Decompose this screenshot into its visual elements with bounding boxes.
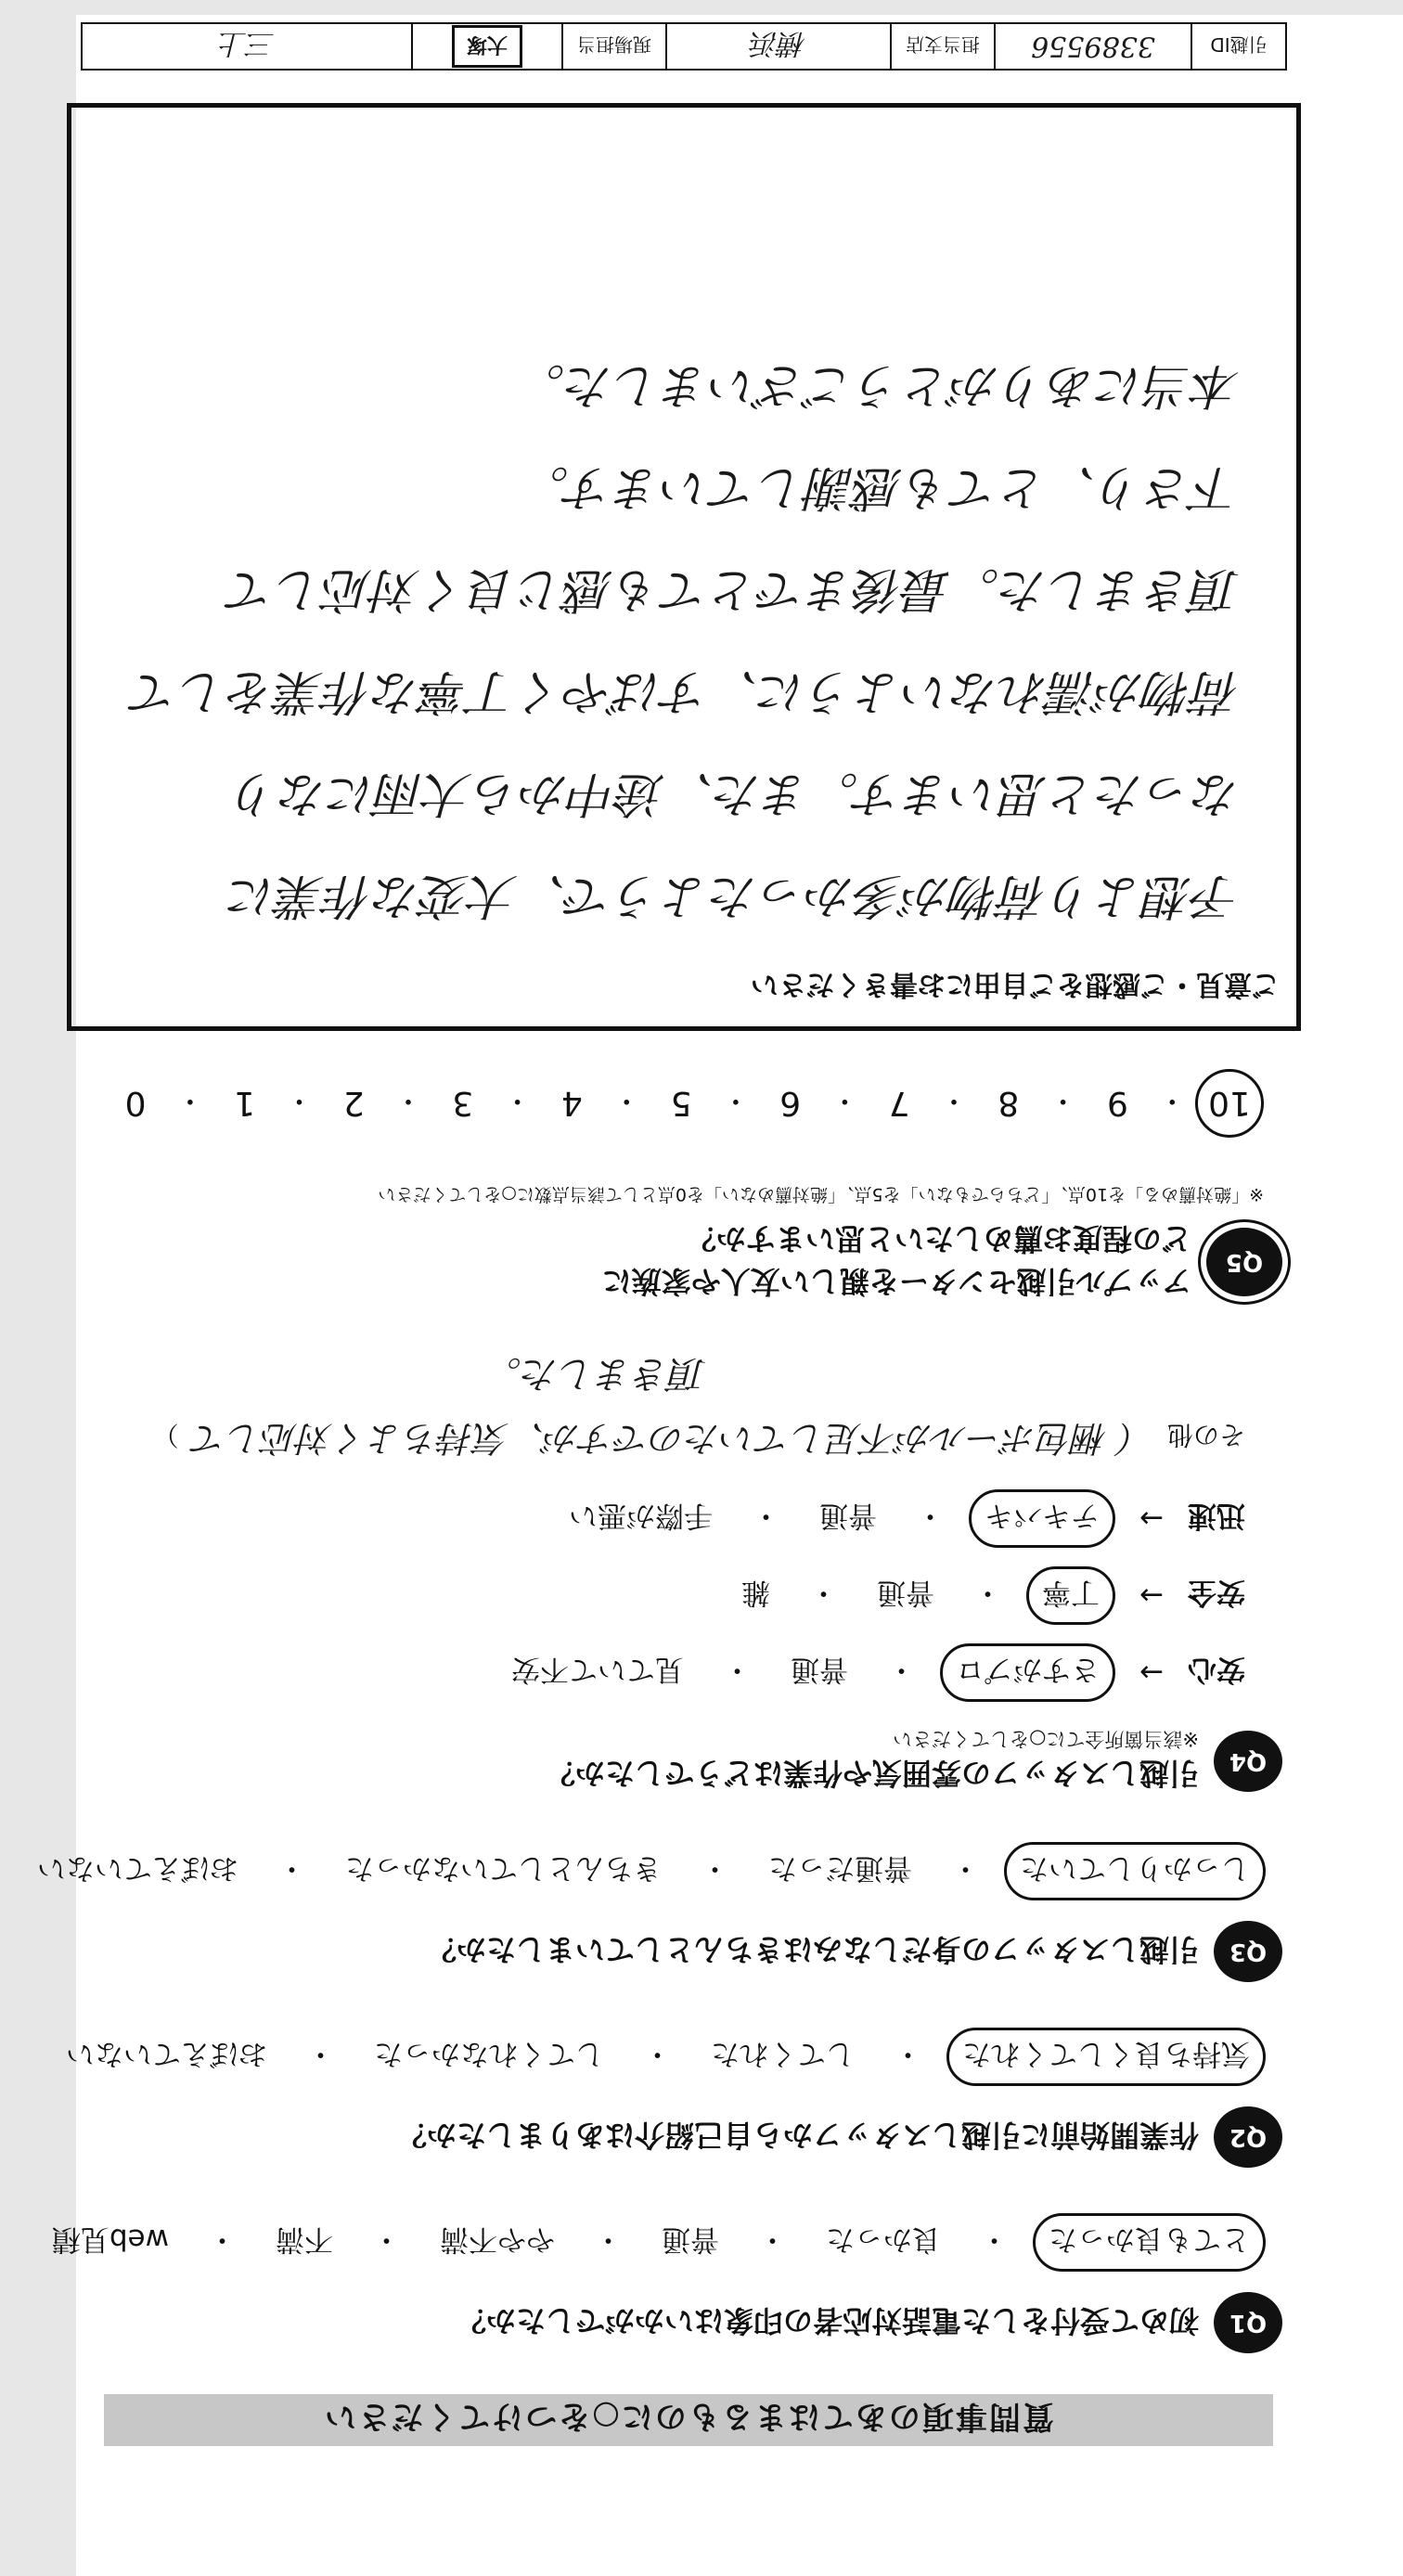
staff-stamp: 大塚 (452, 25, 522, 68)
scale-0[interactable]: 0 (124, 1084, 147, 1123)
q5-block (378, 1183, 1282, 1305)
q4-row-label: 安心 (1188, 1653, 1245, 1686)
q1-options: とても良かった ・ 良かった ・ 普通 ・ やや不満 ・ 不満 ・ web見積 (37, 2213, 1266, 2272)
comment-line: なったと思います。また、途中から大雨になり (231, 766, 1241, 821)
q4-row-label: 安全 (1188, 1576, 1245, 1609)
scale-4[interactable]: 4 (560, 1084, 583, 1123)
q4-option-anxious[interactable]: 見ていて不安 (511, 1653, 685, 1686)
q5-badge: Q5 (1206, 1228, 1282, 1296)
scale-dot: ・ (1158, 1084, 1187, 1116)
move-id-label: 引越ID (1191, 24, 1285, 69)
branch-label: 担当支店 (890, 24, 994, 69)
q1-option-very-good[interactable]: とても良かった (1033, 2213, 1266, 2272)
move-id-value: 3389556 (994, 24, 1191, 69)
scale-dot: ・ (394, 1084, 423, 1116)
comments-box[interactable] (67, 103, 1301, 1031)
scale-dot: ・ (503, 1084, 532, 1116)
q4-block (153, 1350, 1282, 1797)
q1-option-slightly-unsatisfied[interactable]: やや不満 (440, 2222, 555, 2256)
instruction-text: 質問事項のあてはまるものに○をつけてください (323, 2398, 1054, 2436)
q4-option-clumsy[interactable]: 手際が悪い (569, 1499, 714, 1532)
footer-table (81, 22, 1287, 71)
q2-option-did-not[interactable]: してくれなかった (374, 2037, 604, 2070)
comment-line: 予想より荷物が多かったようで、大変な作業に (228, 868, 1241, 923)
q4-other-close: ） (152, 1420, 179, 1450)
q2-options: 気持ち良くしてくれた ・ してくれた ・ してくれなかった ・ おぼえていない (51, 2028, 1266, 2086)
q1-block (37, 2213, 1282, 2353)
q4-option-normal[interactable]: 普通 (791, 1653, 849, 1686)
q2-option-did[interactable]: してくれた (711, 2037, 855, 2070)
q3-block (22, 1842, 1282, 1982)
q3-options: しっかりしていた ・ 普通だった ・ きちんとしていなかった ・ おぼえていない (22, 1842, 1266, 1900)
q3-option-normal[interactable]: 普通だった (768, 1851, 912, 1885)
q4-other-handwriting-2: 頂きました。 (484, 1352, 707, 1395)
scale-3[interactable]: 3 (452, 1084, 474, 1123)
scale-8[interactable]: 8 (998, 1084, 1020, 1123)
scale-10[interactable]: 10 (1195, 1069, 1264, 1138)
scale-dot: ・ (285, 1084, 314, 1116)
q1-option-unsatisfied[interactable]: 不満 (276, 2222, 333, 2256)
staff-stamp-cell (411, 24, 561, 69)
q4-badge: Q4 (1214, 1731, 1282, 1792)
q5-question-line2: どの程度お薦めしたいと思いますか？ (686, 1221, 1191, 1256)
scan-edge (0, 0, 1403, 15)
scale-6[interactable]: 6 (779, 1084, 802, 1123)
q4-option-efficient[interactable]: テキパキ (969, 1489, 1115, 1548)
staff-value: 三上 (219, 27, 275, 59)
q4-other-label: その他 (1166, 1420, 1245, 1450)
staff-label: 現場担当 (561, 24, 665, 69)
q1-option-normal[interactable]: 普通 (662, 2222, 719, 2256)
q5-note: ※「絶対薦める」を10点、「どちらでもない」を5点、「絶対薦めない」を0点として該当点数に○をしてください (378, 1184, 1264, 1204)
comment-line: 頂きました。最後までとても感じ良く対応して (226, 561, 1241, 617)
q4-row-safety: 安全 → 丁寧 ・ 普通 ・ 雑 (153, 1566, 1245, 1625)
branch-value: 横浜 (665, 24, 890, 69)
q1-question: 初めて受付をした電話対応者の印象はいかがでしたか？ (456, 2303, 1199, 2338)
scale-1[interactable]: 1 (234, 1084, 256, 1123)
q2-option-pleasantly[interactable]: 気持ち良くしてくれた (946, 2028, 1266, 2086)
q4-option-normal[interactable]: 普通 (819, 1499, 878, 1532)
q3-badge: Q3 (1214, 1921, 1282, 1982)
scan-edge (0, 0, 76, 2576)
q4-row-reassurance: 安心 → さすがプロ ・ 普通 ・ 見ていて不安 (153, 1643, 1245, 1702)
comment-line: 荷物が濡れないように、すばやく丁寧な作業をして (130, 663, 1241, 719)
comment-line: 本当にありがとうございました。 (516, 357, 1241, 413)
comments-handwriting (90, 334, 1241, 947)
q4-option-careful[interactable]: 丁寧 (1026, 1566, 1115, 1625)
q5-scale (104, 1069, 1264, 1138)
scale-2[interactable]: 2 (342, 1084, 365, 1123)
q4-row-speed: 迅速 → テキパキ ・ 普通 ・ 手際が悪い (153, 1489, 1245, 1548)
q2-block (51, 2028, 1282, 2168)
q4-other-handwriting-1: （ 梱包ボールが不足していたのですが、気持ちよく対応して (191, 1418, 1154, 1459)
q5-question-line1: アップル引越センターを親しい友人や家族に (601, 1264, 1191, 1299)
scale-dot: ・ (612, 1084, 641, 1116)
q3-question: 引越しスタッフの身だしなみはきちんとしていましたか？ (426, 1932, 1199, 1967)
scale-7[interactable]: 7 (888, 1084, 910, 1123)
q2-question: 作業開始前に引越しスタッフから自己紹介はありましたか？ (396, 2118, 1199, 2153)
instruction-band (104, 2394, 1273, 2446)
scale-5[interactable]: 5 (670, 1084, 692, 1123)
q4-row-label: 迅速 (1188, 1499, 1245, 1532)
q1-option-good[interactable]: 良かった (826, 2222, 941, 2256)
q3-option-neat[interactable]: しっかりしていた (1004, 1842, 1266, 1900)
q4-option-rough[interactable]: 雑 (741, 1576, 771, 1609)
q4-question: 引越しスタッフの雰囲気や作業はどうでしたか？ (545, 1756, 1199, 1791)
q1-option-web-estimate[interactable]: web見積 (51, 2222, 169, 2256)
scale-9[interactable]: 9 (1106, 1084, 1128, 1123)
q3-option-not-neat[interactable]: きちんとしていなかった (345, 1851, 662, 1885)
q4-option-professional[interactable]: さすがプロ (940, 1643, 1115, 1702)
scale-dot: ・ (721, 1084, 750, 1116)
q2-badge: Q2 (1214, 2106, 1282, 2168)
scale-dot: ・ (1049, 1084, 1077, 1116)
q2-option-dont-remember[interactable]: おぼえていない (66, 2037, 267, 2070)
scale-dot: ・ (830, 1084, 859, 1116)
q1-badge: Q1 (1214, 2292, 1282, 2353)
scale-dot: ・ (175, 1084, 204, 1116)
comment-line: 下さり、とても感謝しています。 (521, 459, 1241, 515)
q3-option-dont-remember[interactable]: おぼえていない (37, 1851, 238, 1885)
q4-other (153, 1416, 1245, 1467)
q4-note: ※該当箇所全てに○をしてください (893, 1728, 1199, 1750)
comments-heading: ご意見・ご感想をご自由にお書きください (751, 968, 1280, 1000)
scale-dot: ・ (940, 1084, 969, 1116)
q4-option-normal[interactable]: 普通 (877, 1576, 935, 1609)
